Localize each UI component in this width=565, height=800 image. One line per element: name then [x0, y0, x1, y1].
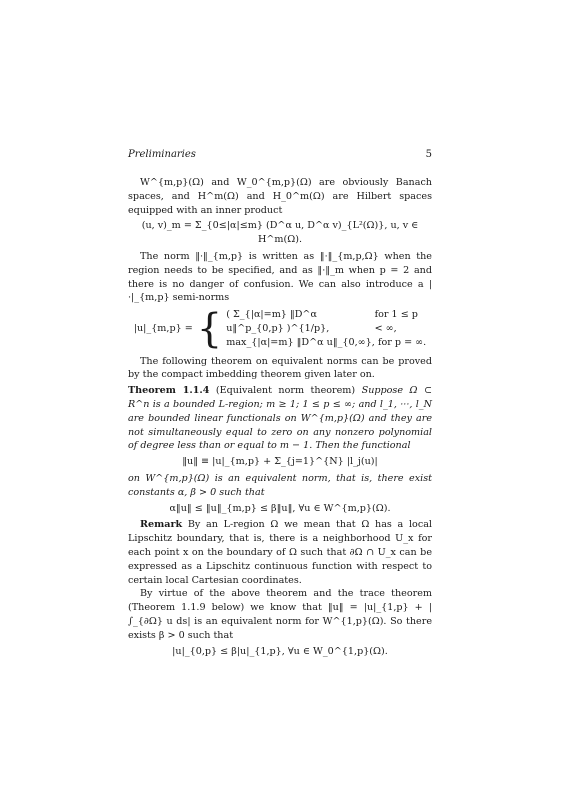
case-row-1 — [226, 308, 426, 336]
remark-paragraph — [128, 518, 432, 587]
theorem-paragraph — [128, 384, 432, 453]
paragraph-2: The norm ‖·‖_{m,p} is written as ‖·‖_{m,p,Ω} when the region needs to be specified, and as ‖·‖_m when p = 2 and there is no danger of confusion. We can also introduce a |·|_{m,p} semi-norms — [128, 250, 432, 304]
theorem-name: (Equivalent norm theorem) — [215, 385, 356, 397]
case-1-expression: ( Σ_{|α|=m} ‖D^α u‖^p_{0,p} )^{1/p}, — [226, 309, 330, 334]
page-body — [128, 176, 432, 661]
theorem-label: Theorem 1.1.4 — [128, 385, 210, 397]
running-head — [128, 148, 432, 162]
case-2-condition: for p = ∞. — [377, 336, 427, 348]
left-brace: { — [196, 305, 223, 352]
theorem-text-continued: on W^{m,p}(Ω) is an equivalent norm, that is, there exist constants α, β > 0 such that — [128, 472, 432, 498]
remark-label: Remark — [140, 519, 183, 531]
equation-norm-bounds: α‖u‖ ≤ ‖u‖_{m,p} ≤ β‖u‖, ∀u ∈ W^{m,p}(Ω). — [169, 502, 391, 514]
seminorm-lhs: |u|_{m,p} = — [133, 322, 193, 334]
seminorm-cases — [226, 308, 426, 349]
equation-equivalent-norm: ‖u‖ ≡ |u|_{m,p} + Σ_{j=1}^{N} |l_j(u)| — [182, 456, 378, 468]
case-row-2 — [226, 336, 426, 350]
paragraph-1: W^{m,p}(Ω) and W_0^{m,p}(Ω) are obviously Banach spaces, and H^m(Ω) and H_0^m(Ω) are Hilbert spaces equipped with an inner product — [128, 177, 432, 216]
case-1-condition: for 1 ≤ p < ∞, — [374, 309, 418, 334]
theorem-text: Suppose Ω ⊂ R^n is a bounded L-region; m ≥ 1; 1 ≤ p ≤ ∞; and l_1, ···, l_N are bounded linear functionals on W^{m,p}(Ω) and they are not simultaneously equal to zero on any nonzero polynomial of degree less than or equal to m − 1. Then the functional — [128, 385, 432, 452]
case-2-expression: max_{|α|=m} ‖D^α u‖_{0,∞}, — [226, 336, 375, 348]
paragraph-3: The following theorem on equivalent norms can be proved by the compact imbedding theorem given later on. — [128, 355, 432, 381]
page-number: 5 — [425, 149, 432, 160]
running-title: Preliminaries — [128, 149, 196, 160]
equation-inner-product: (u, v)_m = Σ_{0≤|α|≤m} (D^α u, D^α v)_{L²(Ω)}, u, v ∈ H^m(Ω). — [141, 220, 419, 246]
equation-seminorm — [128, 305, 432, 352]
paragraph-4: By virtue of the above theorem and the trace theorem (Theorem 1.1.9 below) we know that ‖u‖ = |u|_{1,p} + |∫_{∂Ω} u ds| is an equivalent norm for W^{1,p}(Ω). So there exists β > 0 such that — [128, 588, 432, 641]
remark-text: By an L-region Ω we mean that Ω has a local Lipschitz boundary, that is, there is a neighborhood U_x for each point x on the boundary of Ω such that ∂Ω ∩ U_x can be expressed as a Lipschitz continuous function with respect to certain local Cartesian coordinates. — [128, 519, 432, 586]
equation-poincare: |u|_{0,p} ≤ β|u|_{1,p}, ∀u ∈ W_0^{1,p}(Ω). — [172, 645, 388, 657]
